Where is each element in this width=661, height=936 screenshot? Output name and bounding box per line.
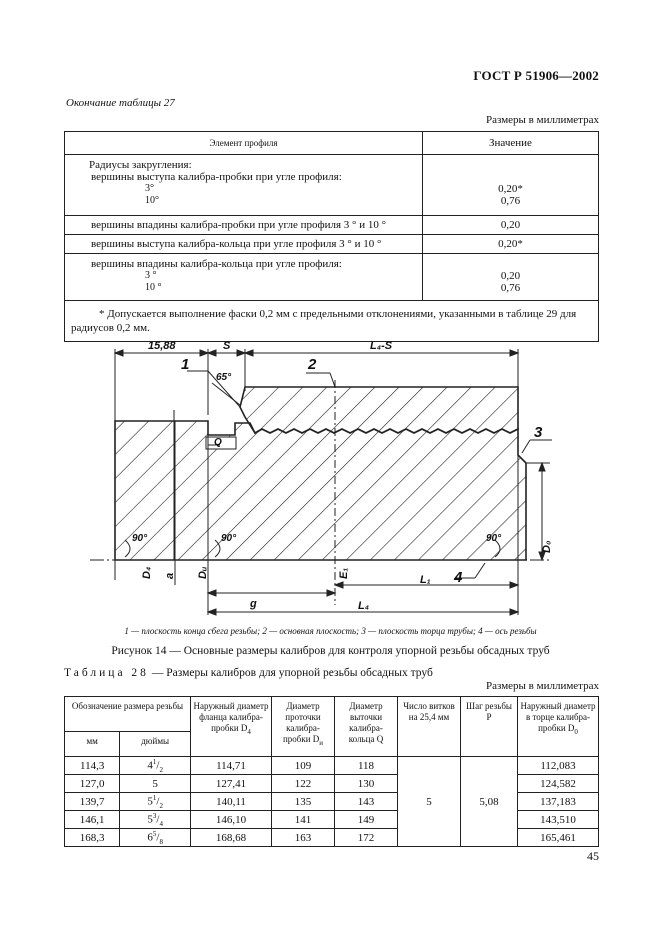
table-row — [65, 235, 423, 254]
cell-flange: 127,41 — [191, 775, 272, 793]
table-row — [65, 155, 423, 216]
inches-denominator: 2 — [159, 801, 163, 810]
figure-caption: Рисунок 14 — Основные размеры калибров для контроля упорной резьбы обсадных труб — [111, 645, 550, 657]
cell-flange: 114,71 — [191, 757, 272, 775]
cell-turns: 5 — [398, 757, 461, 847]
header-inches: дюймы — [120, 732, 191, 757]
fraction-slash: / — [156, 759, 160, 772]
header-outer-sub: 0 — [574, 727, 578, 736]
table-cell: 0,20 — [423, 216, 599, 235]
dim-a: a — [164, 572, 176, 579]
radii-heading: Радиусы закругления: — [89, 159, 192, 171]
cell-inches — [120, 775, 191, 793]
inches-numerator: 1 — [152, 793, 157, 802]
inches-denominator: 8 — [159, 837, 163, 846]
angle-90-middle: 90° — [221, 533, 237, 544]
cell-outer: 137,183 — [518, 793, 599, 811]
dim-q: Q — [214, 437, 222, 448]
cell-groove: 109 — [272, 757, 335, 775]
angle-label: 3 ° — [145, 270, 157, 281]
footnote: * Допускается выполнение фаски 0,2 мм с предельными отклонениями, указанными в таблице 29 для радиусов 0,2 мм. — [65, 301, 599, 342]
cell-mm: 114,3 — [65, 757, 120, 775]
angle-90-right: 90° — [486, 533, 502, 544]
header-pitch: Шаг резьбы P — [461, 697, 518, 757]
group-label: вершины впадины калибра-кольца при угле профиля: — [91, 258, 342, 270]
table-row — [65, 793, 599, 811]
dim-s: S — [223, 340, 231, 352]
dim-l4-s: L₄-S — [370, 340, 393, 352]
header-mm: мм — [65, 732, 120, 757]
dim-l4: L₄ — [358, 600, 370, 612]
angle-90-left: 90° — [132, 533, 148, 544]
header-groove — [272, 697, 335, 757]
inches-numerator: 5 — [152, 829, 157, 838]
col-element-header: Элемент профиля — [65, 132, 423, 155]
cell-mm: 139,7 — [65, 793, 120, 811]
cell-groove: 135 — [272, 793, 335, 811]
dim-e1: E₁ — [338, 567, 350, 579]
cell-groove: 163 — [272, 829, 335, 847]
fraction-slash: / — [156, 831, 160, 844]
table28-title — [64, 667, 433, 679]
cell-recess: 172 — [335, 829, 398, 847]
group-label: вершины впадины калибра-пробки при угле профиля 3 ° и 10 ° — [91, 219, 386, 231]
ring-gauge — [240, 387, 518, 433]
callout-2: 2 — [308, 356, 317, 373]
inches-denominator: 2 — [159, 765, 163, 774]
cell-flange: 146,10 — [191, 811, 272, 829]
cell-mm: 146,1 — [65, 811, 120, 829]
cell-inches — [120, 757, 191, 775]
angle-65: 65° — [216, 372, 232, 383]
table-27 — [64, 131, 599, 342]
table-row — [65, 757, 599, 775]
dim-d0: D₀ — [541, 540, 553, 553]
table-cell — [423, 155, 599, 216]
table28-title-rest: — Размеры калибров для упорной резьбы обсадных труб — [148, 667, 433, 679]
plug-gauge — [115, 421, 526, 560]
value: 0,76 — [500, 282, 521, 294]
cell-outer: 165,461 — [518, 829, 599, 847]
table-row — [65, 811, 599, 829]
header-flange-sub: 4 — [247, 727, 251, 736]
table27-units: Размеры в миллиметрах — [486, 114, 599, 126]
fraction-slash: / — [156, 813, 160, 826]
dim-g: g — [250, 598, 257, 610]
dim-15-88: 15,88 — [148, 340, 176, 352]
value: 0,20* — [498, 183, 523, 195]
cell-groove: 141 — [272, 811, 335, 829]
header-outer-text: Наружный диаметр в торце калибра-пробки D — [520, 701, 596, 733]
value: 0,76 — [500, 195, 521, 207]
cell-outer: 124,582 — [518, 775, 599, 793]
callout-3: 3 — [534, 424, 543, 441]
angle-label: 3° — [145, 183, 154, 194]
inches-whole: 5 — [147, 795, 153, 808]
table-row — [65, 254, 423, 301]
table-cell — [423, 254, 599, 301]
cell-inches — [120, 811, 191, 829]
header-outer — [518, 697, 599, 757]
angle-label: 10° — [145, 195, 159, 206]
table-row — [65, 216, 423, 235]
cell-inches — [120, 793, 191, 811]
cell-flange: 168,68 — [191, 829, 272, 847]
header-flange — [191, 697, 272, 757]
group-label: вершины выступа калибра-кольца при угле профиля 3 ° и 10 ° — [91, 238, 382, 250]
group-label: вершины выступа калибра-пробки при угле профиля: — [91, 171, 342, 183]
table-cell: 0,20* — [423, 235, 599, 254]
table-row — [65, 829, 599, 847]
header-flange-text: Наружный диаметр фланца калибра-пробки D — [193, 701, 269, 733]
header-turns: Число витков на 25,4 мм — [398, 697, 461, 757]
dim-l1: L₁ — [420, 574, 431, 586]
header-recess: Диаметр выточки калибра-кольца Q — [335, 697, 398, 757]
cell-recess: 149 — [335, 811, 398, 829]
cell-mm: 127,0 — [65, 775, 120, 793]
header-designation: Обозначение размера резьбы — [65, 697, 191, 732]
cell-inches — [120, 829, 191, 847]
cell-outer: 112,083 — [518, 757, 599, 775]
table28-units: Размеры в миллиметрах — [486, 680, 599, 692]
table28-title-prefix: Таблица 28 — [64, 667, 149, 679]
cell-recess: 118 — [335, 757, 398, 775]
angle-label: 10 ° — [145, 282, 162, 293]
cell-recess: 143 — [335, 793, 398, 811]
inches-denominator: 4 — [159, 819, 163, 828]
cell-outer: 143,510 — [518, 811, 599, 829]
inches-numerator: 3 — [152, 811, 157, 820]
table-row — [65, 775, 599, 793]
inches-whole: 5 — [152, 777, 158, 790]
cell-flange: 140,11 — [191, 793, 272, 811]
fraction-slash: / — [156, 795, 160, 808]
inches-whole: 6 — [147, 831, 153, 844]
inches-whole: 4 — [147, 759, 153, 772]
cell-recess: 130 — [335, 775, 398, 793]
callout-4: 4 — [454, 569, 463, 586]
figure-legend: 1 — плоскость конца сбега резьбы; 2 — основная плоскость; 3 — плоскость торца трубы; 4 — ось резьбы — [124, 626, 537, 636]
cell-mm: 168,3 — [65, 829, 120, 847]
inches-whole: 5 — [147, 813, 153, 826]
page-number: 45 — [587, 849, 599, 863]
figure-14-drawing — [90, 335, 570, 625]
table-continuation-label: Окончание таблицы 27 — [66, 97, 175, 109]
table-28 — [64, 696, 599, 847]
standard-header: ГОСТ Р 51906—2002 — [473, 68, 599, 83]
header-groove-text: Диаметр проточки калибра-пробки D — [282, 701, 321, 744]
dim-d4: D₄ — [141, 566, 153, 579]
inches-numerator: 1 — [152, 757, 157, 766]
cell-groove: 122 — [272, 775, 335, 793]
value: 0,20 — [500, 270, 521, 282]
dim-du: Dᵤ — [197, 566, 209, 579]
callout-1: 1 — [181, 356, 190, 373]
cell-pitch: 5,08 — [461, 757, 518, 847]
header-groove-sub: и — [319, 738, 324, 747]
col-value-header: Значение — [423, 132, 599, 155]
